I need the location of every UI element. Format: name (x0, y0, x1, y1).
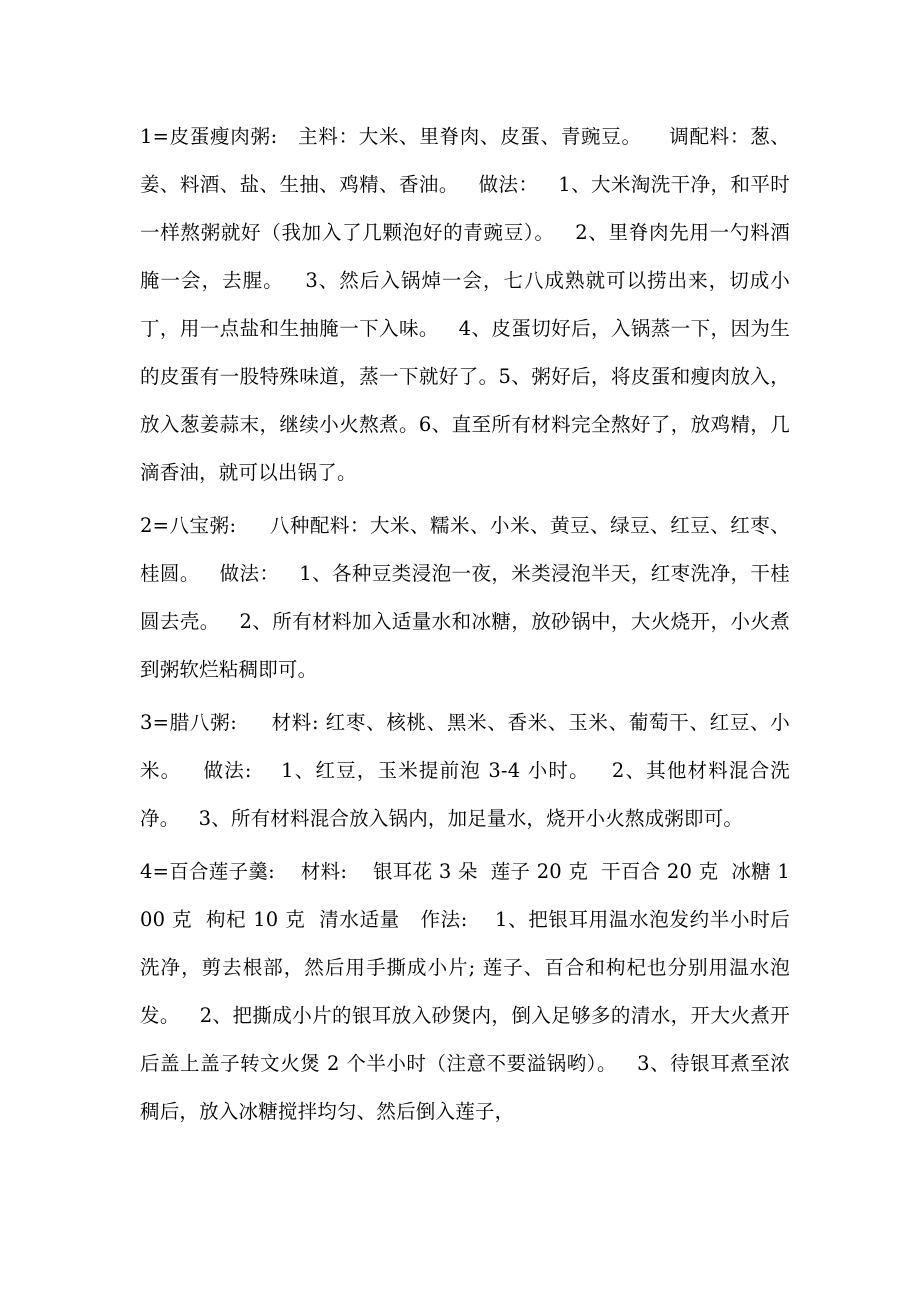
recipe-lily-lotus-soup: 4=百合莲子羹: 材料: 银耳花 3 朵 莲子 20 克 干百合 20 克 冰糖 100 克 枸杞 10 克 清水适量 作法: 1、把银耳用温水泡发约半小时后洗净，剪去根部，然后用手撕成小片; 莲子、百合和枸杞也分别用温水泡发。 2、把撕成小片的银耳放入砂煲内，倒入足够多的清水，开大火煮开后盖上盖子转文火煲 2 个半小时（注意不要溢锅哟）。 3、待银耳煮至浓稠后，放入冰糖搅拌均匀、然后倒入莲子， (140, 860, 790, 1123)
document-body (140, 113, 790, 1141)
recipe-laba-porridge: 3=腊八粥: 材料: 红枣、核桃、黑米、香米、玉米、葡萄干、红豆、小米。 做法: 1、红豆，玉米提前泡 3-4 小时。 2、其他材料混合洗净。 3、所有材料混合放入锅内，加足量水，烧开小火熬成粥即可。 (140, 711, 790, 830)
recipe-pidan-shourou-porridge: 1=皮蛋瘦肉粥: 主料：大米、里脊肉、皮蛋、青豌豆。 调配料：葱、姜、料酒、盐、生抽、鸡精、香油。 做法： 1、大米淘洗干净，和平时一样熬粥就好（我加入了几颗泡好的青豌豆）。 2、里脊肉先用一勺料酒腌一会，去腥。 3、然后入锅焯一会，七八成熟就可以捞出来，切成小丁，用一点盐和生抽腌一下入味。 4、皮蛋切好后，入锅蒸一下，因为生的皮蛋有一股特殊味道，蒸一下就好了。5、粥好后，将皮蛋和瘦肉放入，放入葱姜蒜末，继续小火熬煮。6、直至所有材料完全熬好了，放鸡精，几滴香油，就可以出锅了。 (140, 125, 790, 484)
recipe-babao-porridge: 2=八宝粥: 八种配料：大米、糯米、小米、黄豆、绿豆、红豆、红枣、桂圆。 做法： 1、各种豆类浸泡一夜，米类浸泡半天，红枣洗净，干桂圆去壳。 2、所有材料加入适量水和冰糖，放砂锅中，大火烧开，小火煮到粥软烂粘稠即可。 (140, 514, 790, 681)
